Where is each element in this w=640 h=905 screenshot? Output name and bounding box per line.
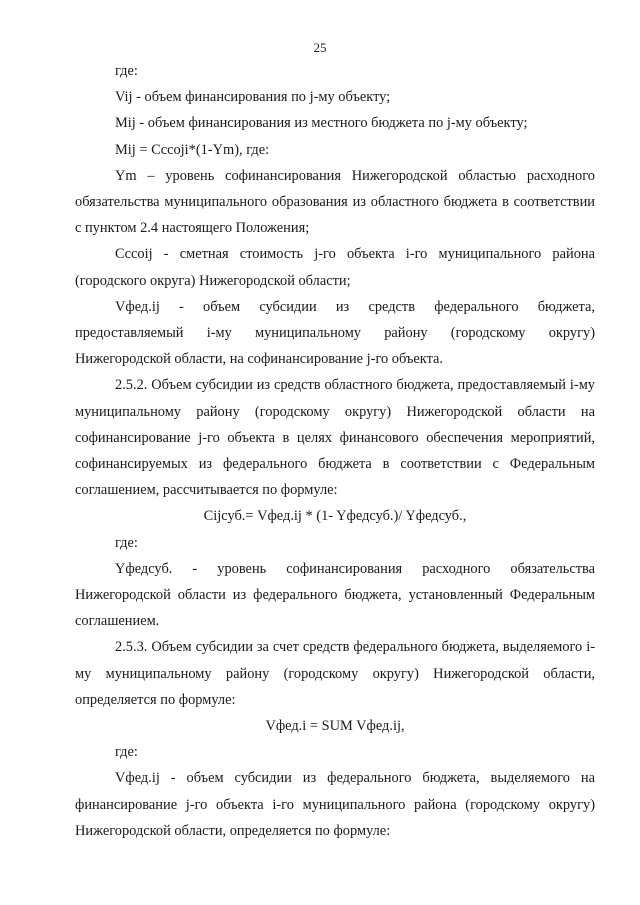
- paragraph-section-2-5-3: 2.5.3. Объем субсидии за счет средств федерального бюджета, выделяемого i-му муниципальному району (городскому округу) Нижегородской области, определяется по формуле:: [75, 639, 595, 708]
- paragraph-section-2-5-2: 2.5.2. Объем субсидии из средств областного бюджета, предоставляемый i-му муниципальному району (городскому округу) Нижегородской области на софинансирование j-го объекта в целях финансового обеспечения мероприятий, софинансируемых из федерального бюджета в соответствии с Федеральным соглашением, рассчитывается по формуле:: [75, 377, 595, 499]
- paragraph-where-3: где:: [115, 744, 138, 761]
- paragraph-where-2: где:: [115, 534, 138, 551]
- paragraph-vfed-ij-final: Vфед.ij - объем субсидии из федерального бюджета, выделяемого на финансирование j-го объекта i-го муниципального района (городскому округу) Нижегородской области, определяется по формуле:: [75, 770, 595, 839]
- paragraph-cccoij-definition: Cccoij - сметная стоимость j-го объекта i-го муниципального района (городского округа) Нижегородской области;: [75, 246, 595, 289]
- paragraph-mij-formula: Mij = Cccoji*(1-Ym), где:: [115, 141, 270, 158]
- paragraph-vfed-ij-definition: Vфед.ij - объем субсидии из средств федерального бюджета, предоставляемый i-му муниципальному району (городскому округу) Нижегородской области, на софинансирование j-го объекта.: [75, 298, 595, 368]
- paragraph-vij-definition: Vij - объем финансирования по j-му объекту;: [115, 89, 391, 106]
- paragraph-mij-definition: Mij - объем финансирования из местного бюджета по j-му объекту;: [115, 115, 528, 132]
- document-body: [75, 58, 595, 844]
- formula-cij-sub: Cijсуб.= Vфед.ij * (1- Yфедсуб.)/ Yфедсуб.,: [203, 508, 467, 525]
- paragraph-where-1: где:: [115, 63, 138, 79]
- page-number: 25: [313, 40, 327, 55]
- paragraph-yfedsub-definition: Yфедсуб. - уровень софинансирования расходного обязательства Нижегородской области из федерального бюджета, установленный Федеральным соглашением.: [75, 560, 595, 630]
- formula-vfed-i: Vфед.i = SUM Vфед.ij,: [265, 718, 405, 735]
- paragraph-ym-definition: Ym – уровень софинансирования Нижегородской областью расходного обязательства муниципального образования из областного бюджета в соответствии с пунктом 2.4 настоящего Положения;: [75, 167, 595, 237]
